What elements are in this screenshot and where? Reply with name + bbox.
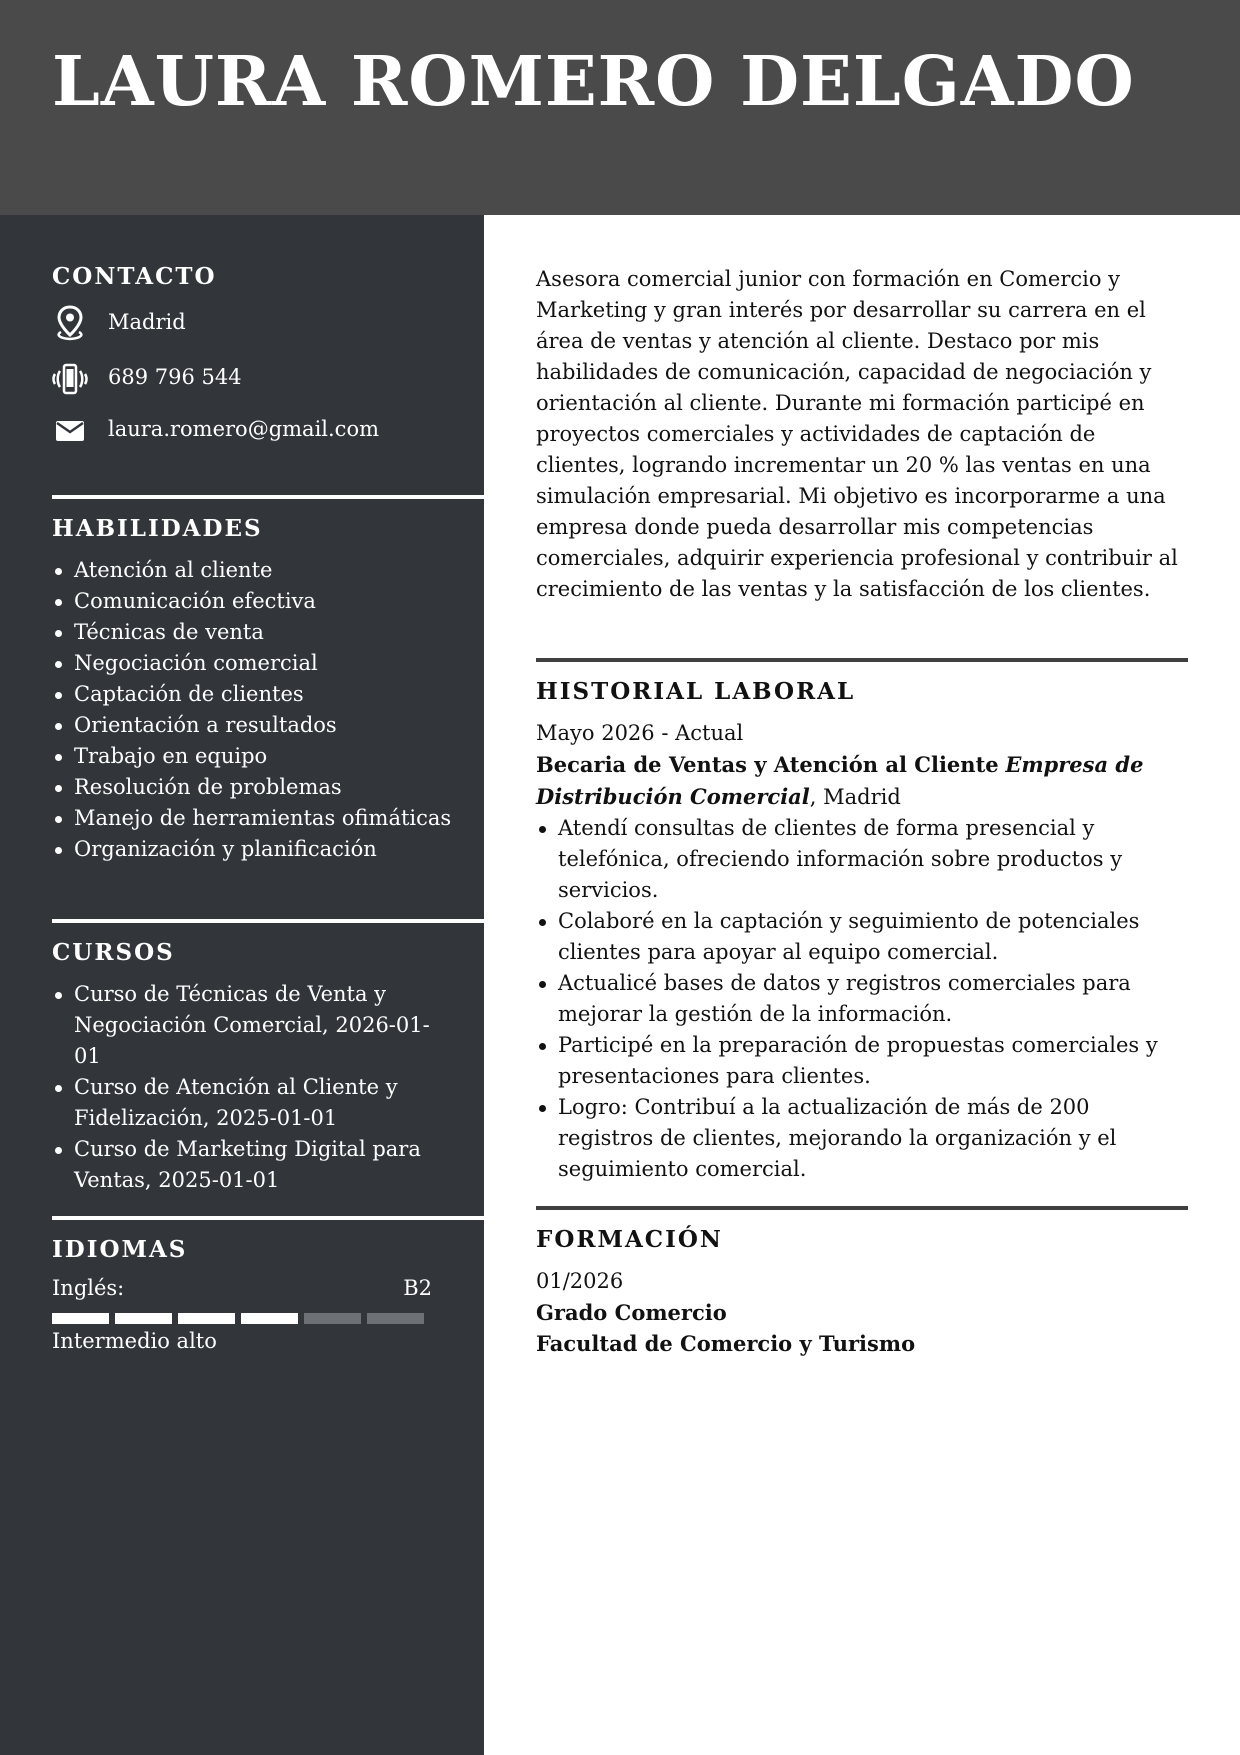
languages-title: IDIOMAS	[52, 1236, 188, 1263]
list-item: Organización y planificación	[52, 834, 484, 865]
list-item: Curso de Técnicas de Venta y Negociación Comercial, 2026-01-01	[52, 979, 452, 1072]
list-item: Curso de Marketing Digital para Ventas, 2025-01-01	[52, 1134, 452, 1196]
education-degree: Grado Comercio	[536, 1300, 727, 1325]
work-location: , Madrid	[809, 785, 901, 809]
sidebar	[0, 215, 484, 1755]
section-divider	[536, 1206, 1188, 1210]
level-segment	[115, 1313, 172, 1324]
language-item	[52, 1276, 432, 1353]
work-dates: Mayo 2026 - Actual	[536, 721, 744, 745]
language-name: Inglés:	[52, 1276, 125, 1300]
list-item: Orientación a resultados	[52, 710, 484, 741]
level-segment	[241, 1313, 298, 1324]
list-item: Curso de Atención al Cliente y Fidelización, 2025-01-01	[52, 1072, 452, 1134]
list-item: Captación de clientes	[52, 679, 484, 710]
skills-list	[52, 555, 484, 865]
header-banner	[0, 0, 1240, 215]
list-item: Manejo de herramientas ofimáticas	[52, 803, 484, 834]
contact-title: CONTACTO	[52, 263, 217, 290]
level-segment	[367, 1313, 424, 1324]
section-divider	[536, 658, 1188, 662]
list-item: Logro: Contribuí a la actualización de más de 200 registros de clientes, mejorando la organización y el seguimiento comercial.	[536, 1092, 1188, 1185]
courses-title: CURSOS	[52, 939, 175, 966]
phone-vibrate-icon	[52, 361, 88, 397]
list-item: Resolución de problemas	[52, 772, 484, 803]
list-item: Comunicación efectiva	[52, 586, 484, 617]
education-date: 01/2026	[536, 1269, 624, 1293]
section-divider	[52, 495, 484, 499]
work-bullets	[536, 813, 1188, 1185]
profile-summary: Asesora comercial junior con formación en Comercio y Marketing y gran interés por desarrollar su carrera en el área de ventas y atención al cliente. Destaco por mis habilidades de comunicación, capacidad de negociación y orientación al cliente. Durante mi formación participé en proyectos comerciales y actividades de captación de clientes, logrando incrementar un 20 % las ventas en una simulación empresarial. Mi objetivo es incorporarme a una empresa donde pueda desarrollar mis competencias comerciales, adquirir experiencia profesional y contribuir al crecimiento de las ventas y la satisfacción de los clientes.	[536, 267, 1178, 601]
candidate-name: LAURA ROMERO DELGADO	[52, 42, 1135, 122]
work-role: Becaria de Ventas y Atención al Cliente	[536, 752, 999, 777]
education-school: Facultad de Comercio y Turismo	[536, 1331, 916, 1356]
list-item: Negociación comercial	[52, 648, 484, 679]
list-item: Actualicé bases de datos y registros comerciales para mejorar la gestión de la información.	[536, 968, 1188, 1030]
language-level: B2	[403, 1276, 432, 1300]
work-company: Empresa de Distribución Comercial	[536, 752, 1144, 809]
phone-text: 689 796 544	[108, 365, 242, 389]
education-entry	[536, 1266, 1188, 1359]
list-item: Atención al cliente	[52, 555, 484, 586]
list-item: Colaboré en la captación y seguimiento de potenciales clientes para apoyar al equipo comercial.	[536, 906, 1188, 968]
location-pin-icon	[52, 305, 88, 341]
education-title: FORMACIÓN	[536, 1226, 723, 1253]
section-divider	[52, 919, 484, 923]
envelope-icon	[52, 413, 88, 449]
contact-location	[52, 305, 186, 341]
language-description: Intermedio alto	[52, 1329, 217, 1353]
list-item: Trabajo en equipo	[52, 741, 484, 772]
skills-title: HABILIDADES	[52, 515, 263, 542]
list-item: Atendí consultas de clientes de forma presencial y telefónica, ofreciendo información sobre productos y servicios.	[536, 813, 1188, 906]
list-item: Participé en la preparación de propuestas comerciales y presentaciones para clientes.	[536, 1030, 1188, 1092]
level-segment	[178, 1313, 235, 1324]
section-divider	[52, 1216, 484, 1220]
list-item: Técnicas de venta	[52, 617, 484, 648]
level-segment	[52, 1313, 109, 1324]
email-text[interactable]: laura.romero@gmail.com	[108, 417, 380, 441]
work-history-title: HISTORIAL LABORAL	[536, 678, 856, 705]
courses-list	[52, 979, 452, 1196]
level-segment	[304, 1313, 361, 1324]
work-entry	[536, 718, 1188, 1185]
language-level-bar	[52, 1313, 424, 1324]
contact-phone	[52, 361, 242, 397]
contact-email	[52, 413, 380, 449]
location-text: Madrid	[108, 310, 186, 334]
